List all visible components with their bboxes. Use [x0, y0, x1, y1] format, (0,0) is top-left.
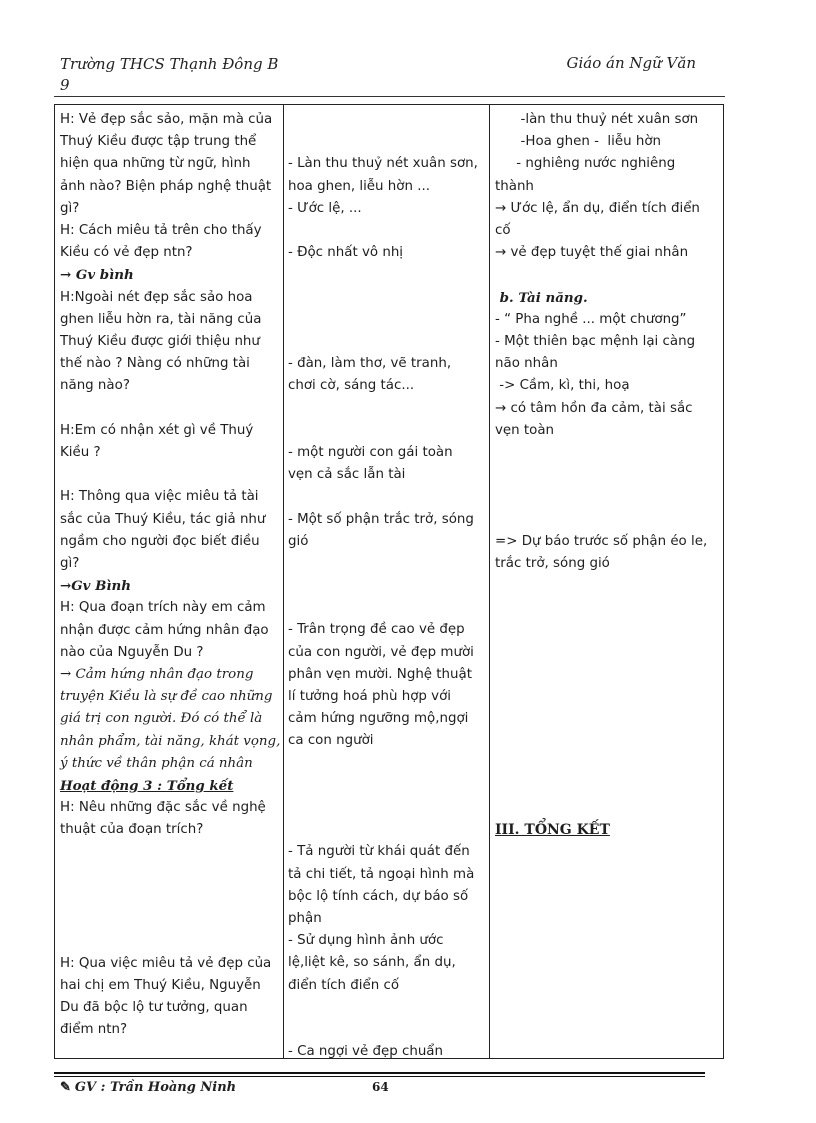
col2-line — [288, 420, 488, 442]
col2-line — [288, 597, 488, 619]
col1-line: ý thức về thân phận cá nhân — [60, 755, 253, 771]
teacher-name-text: GV : Trần Hoàng Ninh — [74, 1080, 237, 1095]
footer-rule — [54, 1076, 705, 1077]
col2-line: - Tả người từ khái quát đến — [288, 844, 470, 860]
col2-line: - Ca ngợi vẻ đẹp chuẩn — [288, 1044, 443, 1060]
col2-line — [288, 775, 488, 797]
col2-line — [288, 287, 488, 309]
col2-line: tả chi tiết, tả ngoại hình mà — [288, 866, 475, 882]
col1-line: Kiều ? — [60, 445, 101, 461]
col3-line — [495, 464, 721, 486]
col3-line — [495, 620, 721, 642]
col1-line — [60, 864, 282, 886]
col3-line: -Hoa ghen - liễu hờn — [495, 134, 661, 150]
col1-line: H: Nêu những đặc sắc về nghệ — [60, 800, 266, 816]
school-name: Trường THCS Thạnh Đông B — [60, 55, 279, 73]
col3-line — [495, 264, 721, 286]
col3-line: não nhân — [495, 356, 558, 372]
col3-line: - “ Pha nghề ... một chương” — [495, 311, 687, 327]
col1-line: H: Vẻ đẹp sắc sảo, mặn mà của — [60, 112, 273, 127]
col2-line — [288, 109, 488, 131]
col2-line — [288, 131, 488, 153]
col1-line: Thuý Kiều được giới thiệu như — [60, 334, 260, 350]
col3-line: cố — [495, 223, 511, 239]
col3-line: → vẻ đẹp tuyệt thế giai nhân — [495, 245, 689, 261]
col2-line — [288, 398, 488, 420]
col2-line — [288, 220, 488, 242]
col2-line: - đàn, làm thơ, vẽ tranh, — [288, 356, 452, 372]
col2-line — [288, 797, 488, 819]
col3-line — [495, 575, 721, 597]
column-divider — [489, 105, 490, 1058]
col3-line — [495, 486, 721, 508]
col2-line — [288, 264, 488, 286]
col2-line: phân vẹn mười. Nghệ thuật — [288, 666, 472, 682]
col2-line: - Độc nhất vô nhị — [288, 245, 404, 261]
subject-header: Giáo án Ngữ Văn — [566, 54, 696, 72]
school-name-line2: 9 — [60, 76, 70, 94]
page-number: 64 — [372, 1080, 389, 1094]
col1-line: H: Cách miêu tả trên cho thấy — [60, 223, 262, 239]
col3-line: b. Tài năng. — [495, 289, 588, 306]
col3-line: trắc trở, sóng gió — [495, 555, 610, 571]
col1-line: nhân phẩm, tài năng, khát vọng, — [60, 733, 281, 749]
col1-line — [60, 908, 282, 930]
col2-line — [288, 553, 488, 575]
col1-line: → Gv bình — [60, 267, 134, 284]
col3-line — [495, 597, 721, 619]
col2-line: - Làn thu thuỷ nét xuân sơn, — [288, 156, 478, 172]
col2-line: cảm hứng ngưỡng mộ,ngợi — [288, 711, 469, 727]
col3-line: → Ước lệ, ẩn dụ, điển tích điển — [495, 200, 700, 216]
col2-line: bộc lộ tính cách, dự báo số — [288, 888, 469, 904]
col2-line: - Ước lệ, ... — [288, 200, 362, 216]
col2-line — [288, 1019, 488, 1041]
col2-line — [288, 819, 488, 841]
student-answers-column — [288, 109, 488, 1063]
col2-line: của con người, vẻ đẹp mười — [288, 644, 474, 660]
col1-line: thuật của đoạn trích? — [60, 822, 204, 838]
col2-line: lí tưởng hoá phù hợp với — [288, 689, 452, 705]
col3-line — [495, 686, 721, 708]
col1-line: H: Qua việc miêu tả vẻ đẹp của — [60, 955, 272, 971]
col3-line: => Dự báo trước số phận éo le, — [495, 533, 708, 549]
col1-line — [60, 464, 282, 486]
col1-line: H: Thông qua việc miêu tả tài — [60, 489, 259, 505]
col1-line: Thuý Kiều được tập trung thể — [60, 134, 257, 150]
teacher-questions-column — [60, 109, 282, 1041]
col2-line: hoa ghen, liễu hờn ... — [288, 178, 430, 194]
col1-line: điểm ntn? — [60, 1022, 128, 1038]
col1-line: ghen liễu hờn ra, tài năng của — [60, 311, 262, 327]
col1-line: H:Ngoài nét đẹp sắc sảo hoa — [60, 289, 253, 305]
col3-line — [495, 731, 721, 753]
col3-line: thành — [495, 178, 534, 194]
col1-line: gì? — [60, 200, 80, 216]
teacher-name — [60, 1080, 236, 1095]
col1-line: hiện qua những từ ngữ, hình — [60, 156, 251, 172]
col3-line: -làn thu thuỷ nét xuân sơn — [495, 112, 699, 127]
col1-line — [60, 842, 282, 864]
col1-line: Kiều có vẻ đẹp ntn? — [60, 245, 193, 261]
col2-line: lệ,liệt kê, so sánh, ẩn dụ, — [288, 955, 456, 971]
col1-line: Du đã bộc lộ tư tưởng, quan — [60, 1000, 248, 1016]
col3-line — [495, 775, 721, 797]
col2-line: ca con người — [288, 733, 374, 749]
col3-line: vẹn toàn — [495, 422, 555, 438]
col1-line: nào của Nguyễn Du ? — [60, 644, 204, 660]
footer-rule — [54, 1072, 705, 1074]
column-divider — [283, 105, 284, 1058]
col3-line: - nghiêng nước nghiêng — [495, 156, 676, 172]
col3-line: - Một thiên bạc mệnh lại càng — [495, 334, 696, 350]
col1-line: →Gv Bình — [60, 578, 131, 595]
col3-line — [495, 753, 721, 775]
col3-line — [495, 642, 721, 664]
col3-line — [495, 797, 721, 819]
col2-line — [288, 997, 488, 1019]
col1-line: năng nào? — [60, 378, 130, 394]
col1-line: truyện Kiều là sự đề cao những — [60, 689, 273, 705]
col3-line — [495, 708, 721, 730]
col2-line — [288, 575, 488, 597]
col2-line: phận — [288, 911, 322, 927]
col2-line — [288, 331, 488, 353]
col2-line: vẹn cả sắc lẫn tài — [288, 467, 406, 483]
col3-line — [495, 442, 721, 464]
col2-line: chơi cờ, sáng tác... — [288, 378, 415, 394]
col2-line: - Một số phận trắc trở, sóng — [288, 511, 474, 527]
col1-line: gì? — [60, 556, 80, 572]
col2-line — [288, 309, 488, 331]
col1-line: → Cảm hứng nhân đạo trong — [60, 667, 254, 683]
col1-line — [60, 886, 282, 908]
lesson-table — [54, 104, 724, 1059]
pencil-hand-icon: ✎ — [60, 1080, 71, 1095]
col2-line: - Sử dụng hình ảnh ước — [288, 933, 444, 949]
col1-line: hai chị em Thuý Kiều, Nguyễn — [60, 977, 261, 993]
col2-line: - một người con gái toàn — [288, 444, 453, 460]
col1-line: H:Em có nhận xét gì về Thuý — [60, 422, 254, 438]
col3-line: -> Cầm, kì, thi, hoạ — [495, 378, 630, 394]
col1-line: thế nào ? Nàng có những tài — [60, 356, 250, 372]
col3-line: III. TỔNG KẾT — [495, 822, 610, 839]
school-header — [60, 54, 278, 96]
col1-line — [60, 398, 282, 420]
col2-line — [288, 486, 488, 508]
col1-line: nhận được cảm hứng nhân đạo — [60, 622, 269, 638]
lesson-content-column — [495, 109, 721, 841]
header-rule — [54, 96, 725, 97]
col3-line — [495, 509, 721, 531]
col2-line: gió — [288, 533, 309, 549]
col1-line: ảnh nào? Biện pháp nghệ thuật — [60, 178, 272, 194]
col1-line: giá trị con người. Đó có thể là — [60, 711, 263, 727]
col1-line — [60, 930, 282, 952]
col2-line — [288, 753, 488, 775]
col3-line — [495, 664, 721, 686]
col1-line: sắc của Thuý Kiều, tác giả như — [60, 511, 266, 527]
col1-line: ngầm cho người đọc biết điều — [60, 533, 260, 549]
col1-line: Hoạt động 3 : Tổng kết — [60, 778, 234, 795]
col2-line: - Trân trọng đề cao vẻ đẹp — [288, 622, 465, 638]
col1-line: H: Qua đoạn trích này em cảm — [60, 600, 266, 616]
col3-line: → có tâm hồn đa cảm, tài sắc — [495, 400, 693, 416]
col2-line: điển tích điển cố — [288, 977, 400, 993]
